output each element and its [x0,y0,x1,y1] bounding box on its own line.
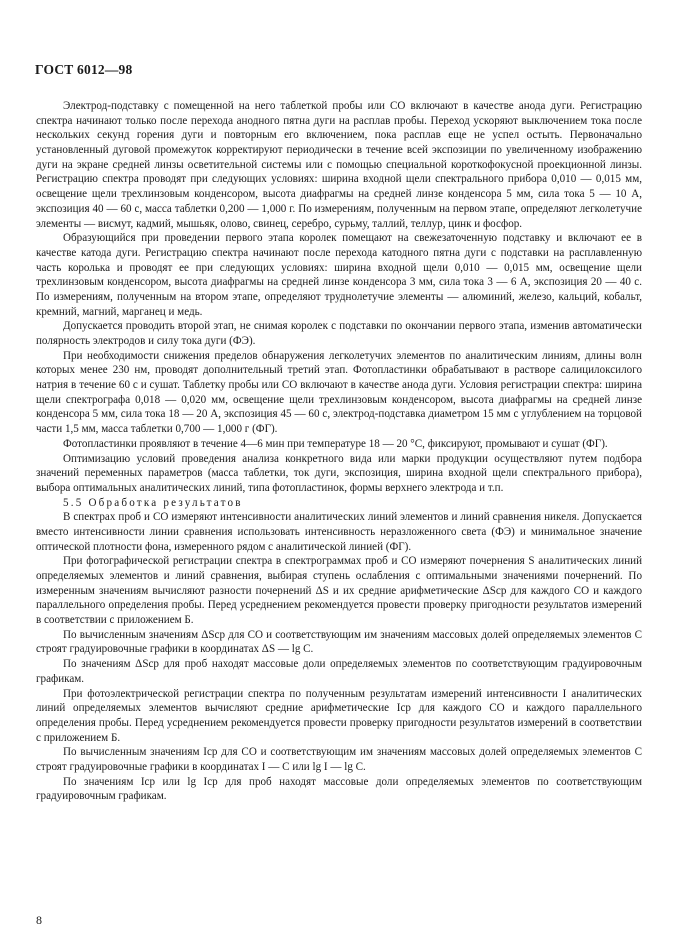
paragraph: В спектрах проб и СО измеряют интенсивности аналитических линий элементов и линий сравнения никеля. Допускается вместо интенсивности линии сравнения использовать интенсивность неразложенного света (ФЭ) и минимальное значение оптической плотности фона, измеренного рядом с аналитической линией (ФГ). [36,511,642,553]
paragraph: Образующийся при проведении первого этапа королек помещают на свежезаточенную подставку и включают ее в качестве катода дуги. Регистрацию спектра начинают после перехода катодного пятна дуги с подставки на расплавленную часть королька и проводят ее при следующих условиях: ширина входной щели 0,010 — 0,015 мм, освещение щели трехлинзовым конденсором, высота диафрагмы на средней линзе конденсора 3 мм, сила тока 3 — 6 А, экспозиция 20 — 40 с. По измерениям, полученным на втором этапе, определяют труднолетучие элементы — алюминий, железо, кальций, кобальт, кремний, магний, марганец и медь. [36,232,642,318]
paragraph: По вычисленным значениям ΔSср для СО и соответствующим им значениям массовых долей определяемых элементов С строят градуировочные графики в координатах ΔS — lg C. [36,628,642,656]
paragraph: При необходимости снижения пределов обнаружения легколетучих элементов по аналитическим линиям, длины волн которых менее 230 нм, проводят дополнительный третий этап. Фотопластинки обрабатывают в растворе салицилоксилого натрия в течение 60 с и сушат. Таблетку пробы или СО включают в качестве анода дуги. Условия регистрации спектра: ширина щели спектрографа 0,018 — 0,020 мм, освещение щели трехлинзовым конденсором, высота диафрагмы на средней линзе конденсора 5 мм, сила тока 18 — 20 А, экспозиция 45 — 60 с, электрод-подставка диаметром 15 мм с углублением на торцовой части 1,5 мм, масса таблетки 0,700 — 1,000 г (ФГ). [36,349,642,436]
paragraph: Фотопластинки проявляют в течение 4—6 мин при температуре 18 — 20 °С, фиксируют, промывают и сушат (ФГ). [63,437,608,450]
paragraph: Допускается проводить второй этап, не снимая королек с подставки по окончании первого этапа, изменив автоматически полярность электродов и силу тока дуги (ФЭ). [36,320,642,347]
paragraph: При фотографической регистрации спектра в спектрограммах проб и СО измеряют почернения S аналитических линий определяемых элементов и линий сравнения, выбирая ступень ослабления с оптимальными значениями почернений. По измеренным значениям вычисляют разности почернений ΔS и их средние арифметические ΔSср для каждого СО и каждого параллельного определения пробы. Перед усреднением рекомендуется провести проверку пригодности результатов измерений в соответствии с приложением Б. [36,555,642,627]
document-code: ГОСТ 6012—98 [35,62,133,77]
paragraph: При фотоэлектрической регистрации спектра по полученным результатам измерений интенсивности I аналитических линий определяемых элементов вычисляют средние арифметические Iср для каждого СО и каждого параллельного определения пробы. Перед усреднением рекомендуется провести проверку пригодности результатов измерений в соответствии с приложением Б. [36,687,642,744]
paragraph: По значениям ΔSср для проб находят массовые доли определяемых элементов по соответствующим градуировочным графикам. [36,658,642,685]
page-number: 8 [36,913,42,927]
paragraph: По значениям Iср или lg Iср для проб находят массовые доли определяемых элементов по соответствующим градуировочным графикам. [36,775,642,803]
paragraph: По вычисленным значениям Iср для СО и соответствующим им значениям массовых долей определяемых элементов С строят градуировочные графики в координатах I — C или lg I — lg C. [36,746,642,773]
page-body [36,99,642,804]
paragraph: Оптимизацию условий проведения анализа конкретного вида или марки продукции осуществляют путем подбора значений переменных параметров (масса таблетки, ток дуги, экспозиция, ширина входной щели спектрального прибора), выбора оптимальных аналитических линий, типа фотопластинок, формы верхнего электрода и т.п. [36,452,642,494]
paragraph: Электрод-подставку с помещенной на него таблеткой пробы или СО включают в качестве анода дуги. Регистрацию спектра начинают только после перехода анодного пятна дуги на расплав пробы. Переход ускоряют выключением тока после нескольких секунд горения дуги и повторным его включением, пока расплав еще не успел остыть. Первоначально установленный дуговой промежуток корректируют периодически в течение всей экспозиции по увеличенному изображению дуги на экране средней линзы осветительной системы или с помощью специальной короткофокусной проекционной линзы. Регистрацию спектра проводят при следующих условиях: ширина входной щели спектрального прибора 0,010 — 0,015 мм, освещение щели трехлинзовым конденсором, высота диафрагмы на средней линзе конденсора 5 мм, сила тока 5 — 10 А, экспозиция 40 — 60 с, масса таблетки 0,200 — 1,000 г. По измерениям, полученным на первом этапе, определяют легколетучие элементы — висмут, кадмий, мышьяк, олово, свинец, серебро, сурьму, таллий, теллур, цинк и фосфор. [36,100,642,230]
section-heading: 5.5 Обработка результатов [63,496,243,509]
